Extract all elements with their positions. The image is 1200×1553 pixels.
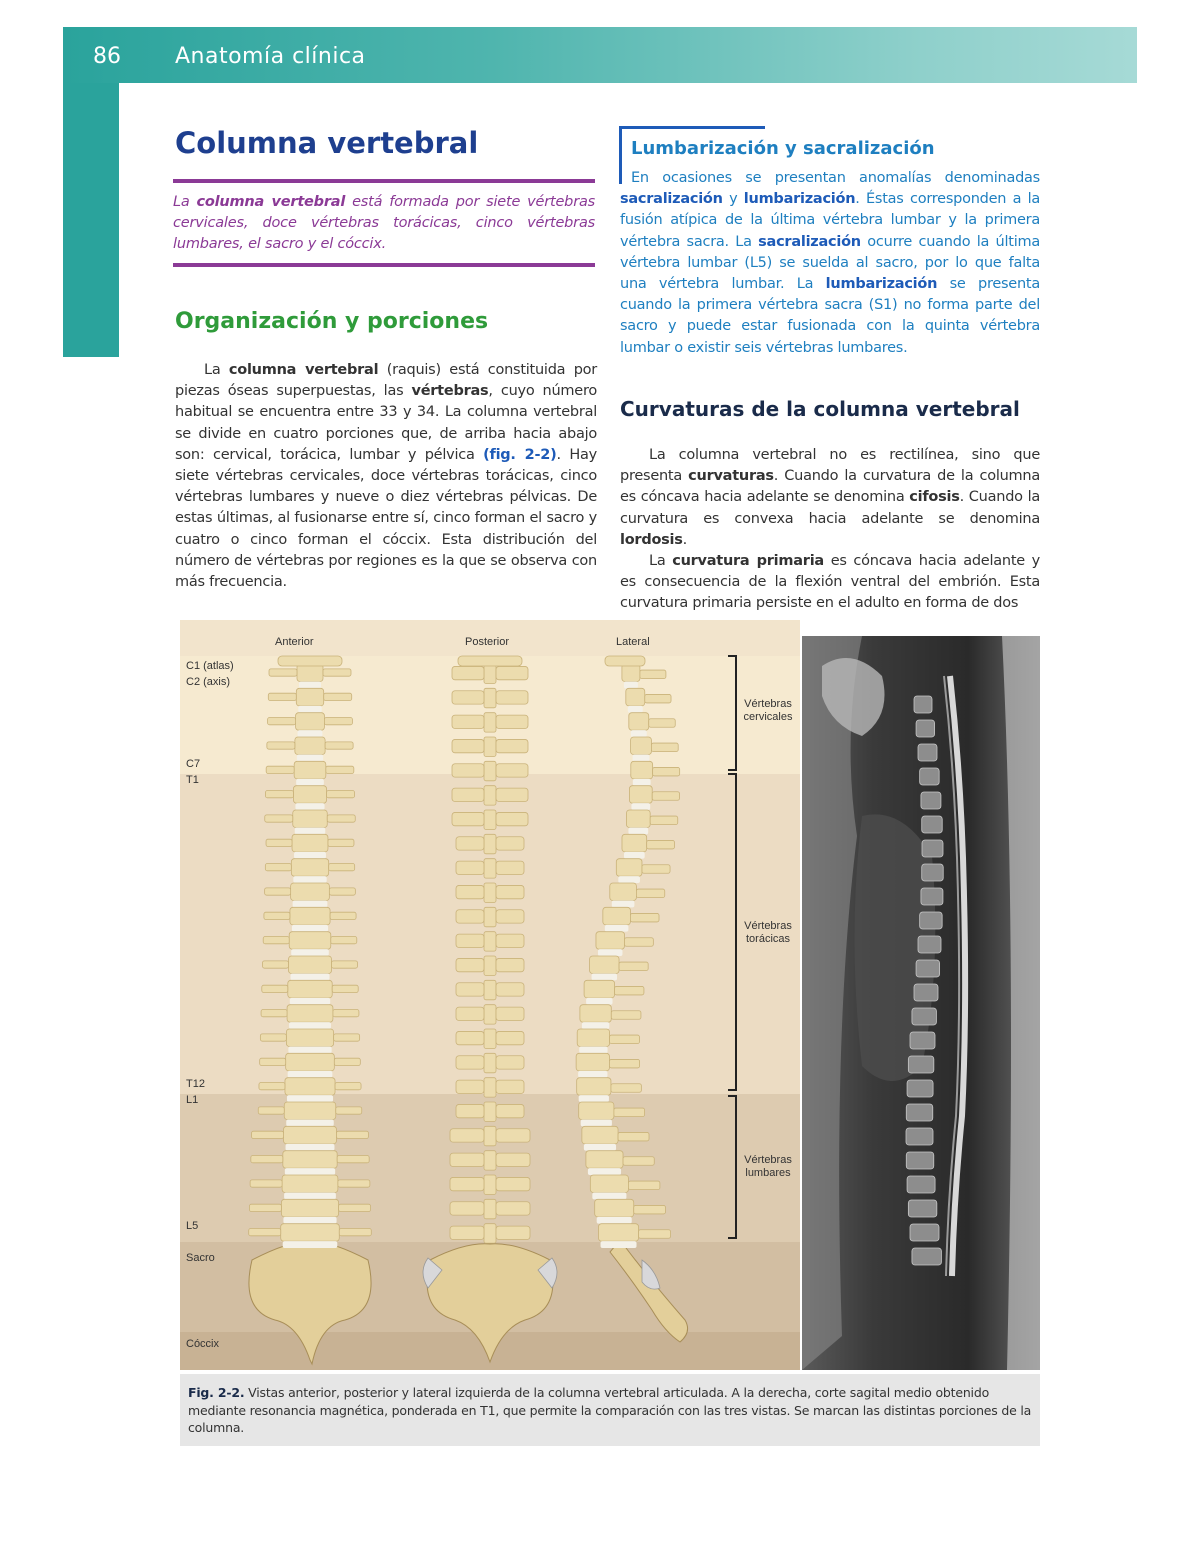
body-right (620, 445, 1040, 615)
mri-sagittal-image (802, 636, 1040, 1370)
caption-label: Fig. 2-2. (188, 1385, 245, 1400)
mri-vertebral-body (906, 1152, 934, 1169)
figure-reference-link[interactable]: (fig. 2-2) (483, 446, 557, 463)
page-number: 86 (93, 44, 121, 69)
region-label-thoracic: Vértebras torácicas (744, 920, 792, 945)
mri-vertebral-body (908, 1056, 934, 1073)
paragraph-organizacion: La columna vertebral (raquis) está constituida por piezas óseas superpuestas, las vértebras, cuyo número habitual se encuentra entre 33 y 34. La columna vertebral se divide en cuatro porciones que, de arriba hacia abajo son: cervical, torácica, lumbar y pélvica (fig. 2-2). Hay siete vértebras cervicales, doce vértebras torácicas, cinco vértebras lumbares y nueve o diez vértebras pélvicas. De estas últimas, al fusionarse entre sí, cinco forman el sacro y cuatro o cinco forman el cóccix. Esta distribución del número de vértebras por regiones es la que se observa con más frecuencia. (175, 362, 598, 591)
label-sacro: Sacro (186, 1252, 215, 1264)
bracket-cervical (728, 656, 736, 770)
subhead-curvaturas: Curvaturas de la columna vertebral (620, 397, 1020, 421)
region-label-cervical: Vértebras cervicales (743, 698, 793, 723)
bracket-lumbar (728, 1096, 736, 1238)
region-label-lumbar: Vértebras lumbares (744, 1154, 792, 1179)
mri-vertebral-body (914, 696, 932, 713)
caption-text: Vistas anterior, posterior y lateral izquierda de la columna vertebral articulada. A la derecha, corte sagital medio obtenido mediante resonancia magnética, ponderada en T1, que permite la comparación con las tres vistas. Se marcan las distintas porciones de la columna. (188, 1385, 1032, 1435)
label-l1: L1 (186, 1094, 199, 1106)
label-t12: T12 (186, 1078, 205, 1090)
mri-drawing (802, 636, 1040, 1370)
bracket-thoracic (728, 774, 736, 1090)
label-l5: L5 (186, 1220, 199, 1232)
side-tab (63, 83, 119, 357)
view-label-lateral: Lateral (616, 636, 650, 648)
mri-vertebral-body (906, 1128, 933, 1145)
view-label-anterior: Anterior (275, 636, 314, 648)
mri-vertebral-body (921, 792, 941, 809)
figure-caption (180, 1374, 1040, 1446)
body-left (175, 360, 597, 593)
label-c7: C7 (186, 758, 201, 770)
figure-spine (180, 620, 1040, 1370)
mri-vertebral-body (920, 912, 943, 929)
region-brackets (180, 620, 800, 1370)
mri-vertebral-body (916, 720, 935, 737)
mri-vertebral-body (922, 840, 943, 857)
paragraph-curvaturas-2: La curvatura primaria es cóncava hacia adelante y es consecuencia de la flexión ventral del embrión. Esta curvatura primaria persiste en el adulto en forma de dos (620, 553, 1041, 612)
mri-vertebral-body (918, 744, 937, 761)
spine-illustration (180, 620, 800, 1370)
label-coccix: Cóccix (186, 1338, 220, 1350)
mri-vertebral-body (918, 936, 941, 953)
mri-vertebral-body (914, 984, 938, 1001)
mri-vertebral-body (912, 1248, 942, 1265)
mri-vertebral-body (922, 864, 944, 881)
running-title: Anatomía clínica (175, 44, 366, 69)
mri-vertebral-body (908, 1200, 937, 1217)
view-label-posterior: Posterior (465, 636, 510, 648)
mri-vertebral-body (906, 1104, 933, 1121)
box-text: En ocasiones se presentan anomalías denominadas sacralización y lumbarización. Éstas corresponden a la fusión atípica de la última vértebra lumbar y la primera vértebra sacra. La sacralización ocurre cuando la última vértebra lumbar (L5) se suelda al sacro, por lo que falta una vértebra lumbar. La lumbarización se presenta cuando la primera vértebra sacra (S1) no forma parte del sacro y puede estar fusionada con la quinta vértebra lumbar o existir seis vértebras lumbares. (620, 170, 1040, 356)
mri-vertebral-body (910, 1224, 939, 1241)
mri-vertebral-body (907, 1080, 933, 1097)
mri-vertebral-body (910, 1032, 935, 1049)
mri-vertebral-body (921, 888, 943, 905)
mri-vertebral-body (912, 1008, 937, 1025)
paragraph-curvaturas-1: La columna vertebral no es rectilínea, sino que presenta curvaturas. Cuando la curvatura de la columna es cóncava hacia adelante se denomina cifosis. Cuando la curvatura es convexa hacia adelante se denomina lordosis. (620, 447, 1040, 548)
mri-vertebral-body (922, 816, 943, 833)
section-title: Columna vertebral (175, 126, 479, 160)
summary-text: La columna vertebral está formada por siete vértebras cervicales, doce vértebras torácicas, cinco vértebras lumbares, el sacro y el cóccix. (173, 194, 595, 252)
subhead-organizacion: Organización y porciones (175, 309, 489, 334)
mri-vertebral-body (920, 768, 940, 785)
summary-box (173, 179, 595, 267)
box-title: Lumbarización y sacralización (631, 138, 935, 159)
label-c2: C2 (axis) (186, 676, 231, 688)
mri-vertebral-body (907, 1176, 935, 1193)
label-c1: C1 (atlas) (186, 660, 234, 672)
box-bracket-horizontal (619, 126, 765, 129)
mri-vertebral-body (916, 960, 940, 977)
label-t1: T1 (186, 774, 199, 786)
